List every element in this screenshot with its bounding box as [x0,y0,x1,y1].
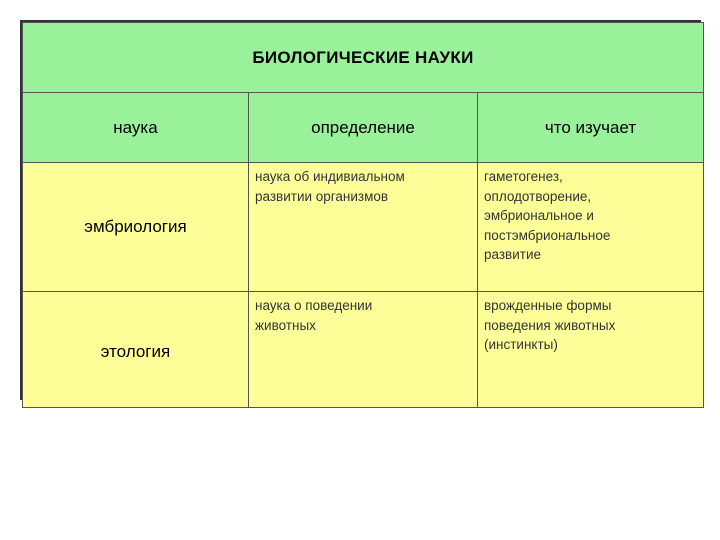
cell-definition [249,163,478,292]
studies-text [478,163,703,265]
text-line: эмбриональное и [484,208,594,223]
table-grid [22,22,704,408]
text-line: наука о поведении [255,298,373,313]
text-line: развитие [484,247,541,262]
table-row-embryology [23,163,704,292]
text-line: развитии организмов [255,188,389,204]
cell-definition [249,292,478,408]
text-line: (инстинкты) [484,337,558,352]
cell-studies [478,292,704,408]
definition-text [249,292,477,335]
biological-sciences-table [20,20,701,400]
header-studies: что изучает [478,93,704,163]
text-line: постэмбриональное [484,227,611,243]
table-row-ethology [23,292,704,408]
text-line: животных [255,317,316,333]
table-title: БИОЛОГИЧЕСКИЕ НАУКИ [23,23,704,93]
table-title-row [23,23,704,93]
text-line: оплодотворение, [484,188,592,204]
cell-science: этология [23,292,249,408]
studies-text [478,292,703,355]
definition-text [249,163,477,206]
text-line: наука об индивиальном [255,169,405,184]
cell-science: эмбриология [23,163,249,292]
cell-studies [478,163,704,292]
text-line: врожденные формы [484,298,612,313]
text-line: гаметогенез, [484,169,563,184]
header-definition: определение [249,93,478,163]
text-line: поведения животных [484,317,616,333]
table-header-row [23,93,704,163]
header-science: наука [23,93,249,163]
